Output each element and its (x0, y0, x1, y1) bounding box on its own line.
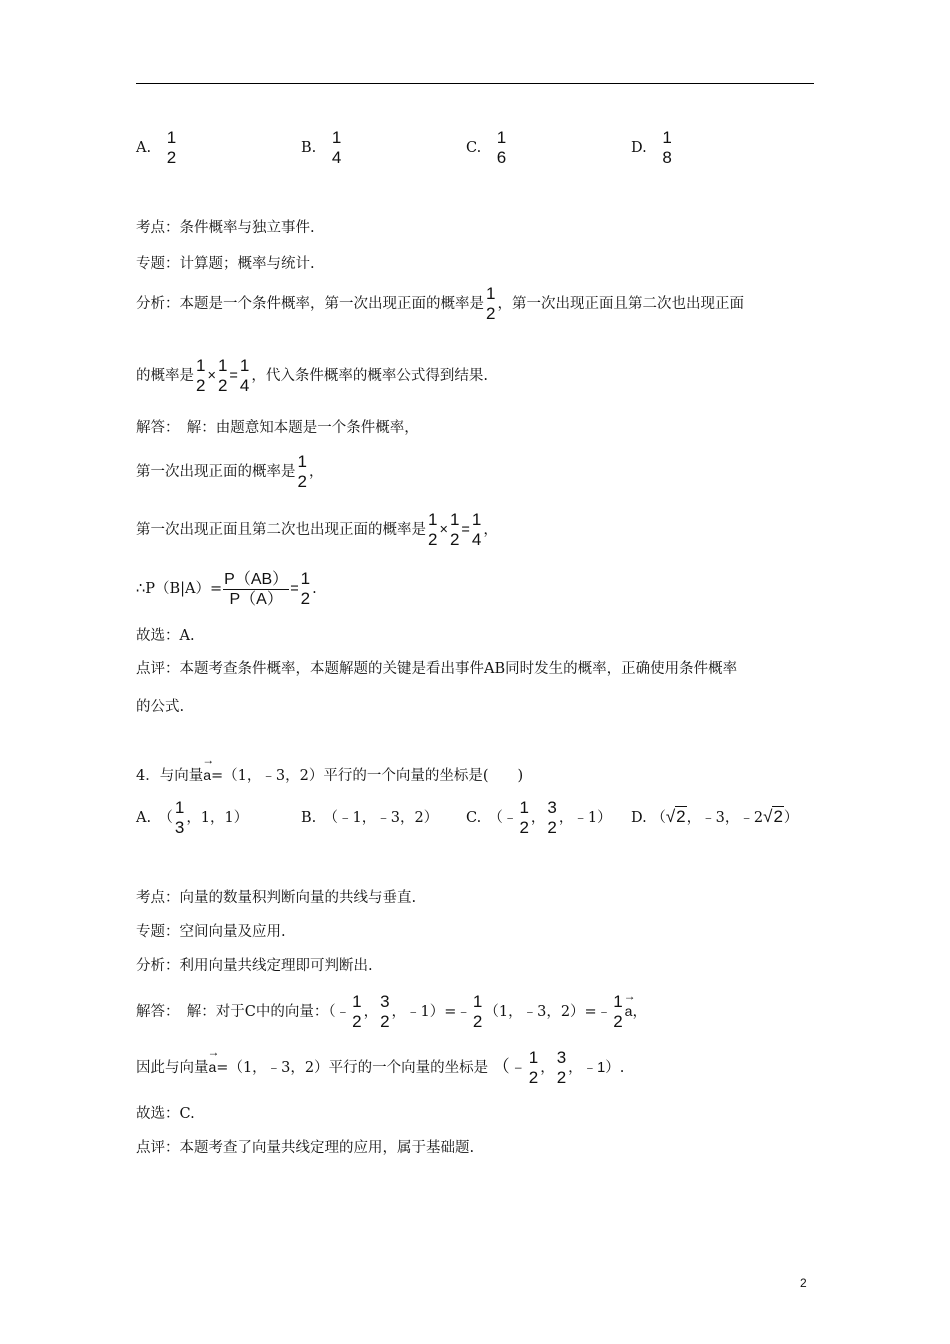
fraction: 3 2 (380, 992, 390, 1031)
fraction: 1 2 (297, 452, 307, 491)
fraction: 1 2 (528, 1048, 539, 1087)
fraction: 3 2 (547, 798, 557, 837)
q4-option-c: C. （﹣ 1 2 ， 3 2 ，﹣1） (466, 798, 612, 837)
fraction: 1 2 (196, 356, 206, 395)
page-number: 2 (800, 1276, 807, 1290)
q4-jieda: 解答： 解：对于C中的向量：（﹣ 1 2 ， 3 2 ，﹣1）=﹣ 1 2 （1，﹣3，2）=﹣ 1 2 → a， (136, 989, 647, 1031)
vector-a: → a (202, 753, 215, 783)
fraction: 1 4 (471, 510, 482, 549)
q4-kaodian: 考点：向量的数量积判断向量的共线与垂直. (136, 890, 417, 906)
fraction: 1 2 (486, 284, 496, 323)
q3-guxuan: 故选：A. (136, 628, 195, 644)
q3-step1: 第一次出现正面的概率是 1 2 ， (136, 452, 324, 491)
fraction: 1 2 (166, 128, 177, 167)
q4-guxuan: 故选：C. (136, 1106, 195, 1122)
vector-a: → a (207, 1045, 220, 1075)
fraction: $\frac{P(AB)}{P(A)}$ (224, 570, 289, 608)
q4-fenxi: 分析：利用向量共线定理即可判断出. (136, 958, 373, 974)
fraction: 1 2 (449, 510, 460, 549)
q3-option-c: C. 1 6 (466, 128, 507, 167)
q3-dianping-line2: 的公式. (136, 699, 185, 715)
sqrt-2: √2 (763, 807, 783, 826)
q4-option-d: D. （√2，﹣3，﹣2√2） (631, 807, 799, 826)
fraction: 1 4 (331, 128, 342, 167)
fraction: 1 2 (613, 992, 623, 1031)
q4-stem: 4．与向量 → a=（1，﹣3，2）平行的一个向量的坐标是( ) (136, 753, 524, 784)
sqrt-2: √2 (665, 807, 686, 826)
q3-jieda: 解答： 解：由题意知本题是一个条件概率， (136, 420, 419, 436)
fraction: 1 2 (428, 510, 438, 549)
vector-a: → a (623, 989, 636, 1019)
q4-option-b: B. （﹣1，﹣3，2） (301, 810, 439, 826)
q4-option-a: A. （ 1 3 ，1，1） (136, 798, 249, 837)
fraction: 1 2 (472, 992, 483, 1031)
q3-kaodian: 考点：条件概率与独立事件. (136, 220, 315, 236)
fraction: 1 3 (174, 798, 185, 837)
q3-step2: 第一次出现正面且第二次也出现正面的概率是 1 2 × 1 2 = 1 4 ， (136, 510, 498, 549)
fraction: 1 4 (239, 356, 250, 395)
q3-dianping-line1: 点评：本题考查条件概率，本题解题的关键是看出事件AB同时发生的概率，正确使用条件概率 (136, 661, 738, 677)
q3-option-d: D. 1 8 (631, 128, 672, 167)
q3-option-a: A. 1 2 (136, 128, 177, 167)
fraction: 1 2 (519, 798, 529, 837)
q4-zhuanti: 专题：空间向量及应用. (136, 924, 286, 940)
fraction: 1 6 (496, 128, 507, 167)
q3-formula: ∴P（B|A）= $\frac{P(AB)}{P(A)}$ = 1 2 . (136, 569, 317, 608)
q3-fenxi-line2: 的概率是 1 2 × 1 2 = 1 4 ，代入条件概率的概率公式得到结果. (136, 356, 488, 395)
q4-dianping: 点评：本题考查了向量共线定理的应用，属于基础题. (136, 1140, 475, 1156)
q4-conclusion: 因此与向量 → a=（1，﹣3，2）平行的一个向量的坐标是 （﹣ 1 2 ， 3 2 ，﹣1）. (136, 1045, 625, 1087)
fraction: 1 8 (662, 128, 672, 167)
q3-zhuanti: 专题：计算题；概率与统计. (136, 256, 315, 272)
q3-option-b: B. 1 4 (301, 128, 342, 167)
header-rule (136, 83, 814, 84)
fraction: 1 2 (300, 569, 311, 608)
fraction: 1 2 (352, 992, 362, 1031)
fraction: 3 2 (556, 1048, 567, 1087)
q3-fenxi-line1: 分析：本题是一个条件概率，第一次出现正面的概率是 1 2 ，第一次出现正面且第二次也出现正面 (136, 284, 744, 323)
fraction: 1 2 (217, 356, 228, 395)
